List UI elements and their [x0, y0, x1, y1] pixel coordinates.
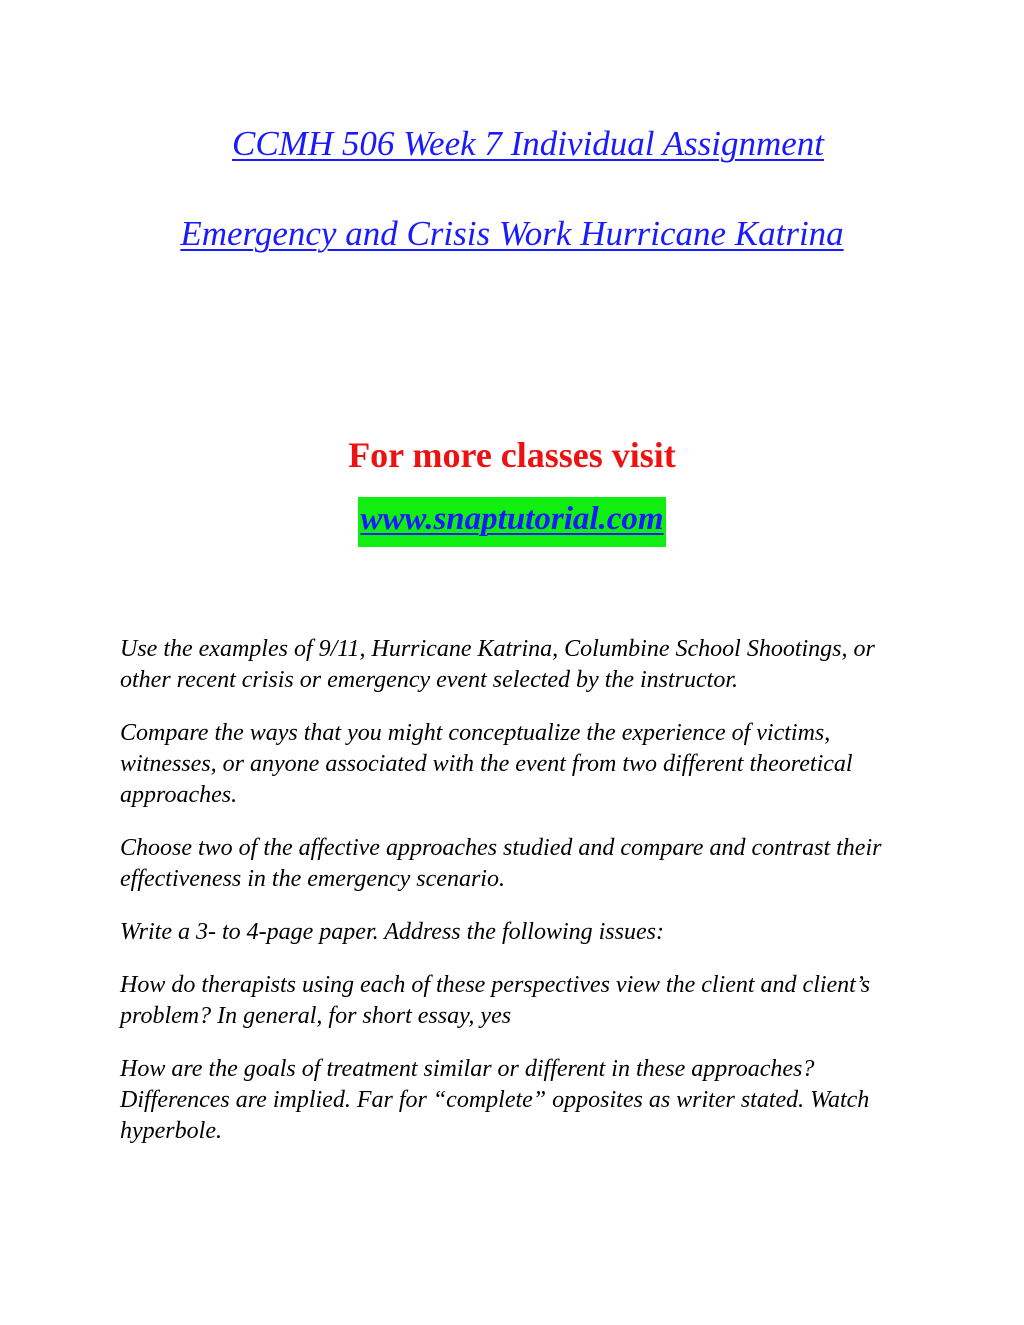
paragraph-choose: Choose two of the affective approaches studied and compare and contrast their effectiveness in the emergency scenario. [120, 835, 882, 892]
course-title-link[interactable]: CCMH 506 Week 7 Individual Assignment [231, 124, 825, 163]
assignment-body [120, 634, 920, 1169]
site-link-container [0, 497, 1024, 547]
paragraph-goals: How are the goals of treatment similar or different in these approaches? Differences are implied. Far for “complete” opposites as writer stated. Watch hyperbole. [120, 1056, 870, 1144]
snaptutorial-link[interactable]: www.snaptutorial.com [358, 497, 665, 547]
title-link-course [16, 124, 1024, 164]
paragraph-examples: Use the examples of 9/11, Hurricane Katrina, Columbine School Shootings, or other recent crisis or emergency event selected by the instructor. [120, 636, 875, 693]
assignment-title-link[interactable]: Emergency and Crisis Work Hurricane Katrina [180, 214, 844, 253]
paragraph-therapists: How do therapists using each of these perspectives view the client and client’s problem? In general, for short essay, yes [120, 972, 871, 1029]
title-link-assignment [0, 214, 1024, 254]
promo-heading: For more classes visit [348, 435, 676, 475]
paragraph-compare: Compare the ways that you might conceptualize the experience of victims, witnesses, or anyone associated with the event from two different theoretical approaches. [120, 720, 853, 808]
paragraph-write: Write a 3- to 4-page paper. Address the following issues: [120, 919, 664, 945]
